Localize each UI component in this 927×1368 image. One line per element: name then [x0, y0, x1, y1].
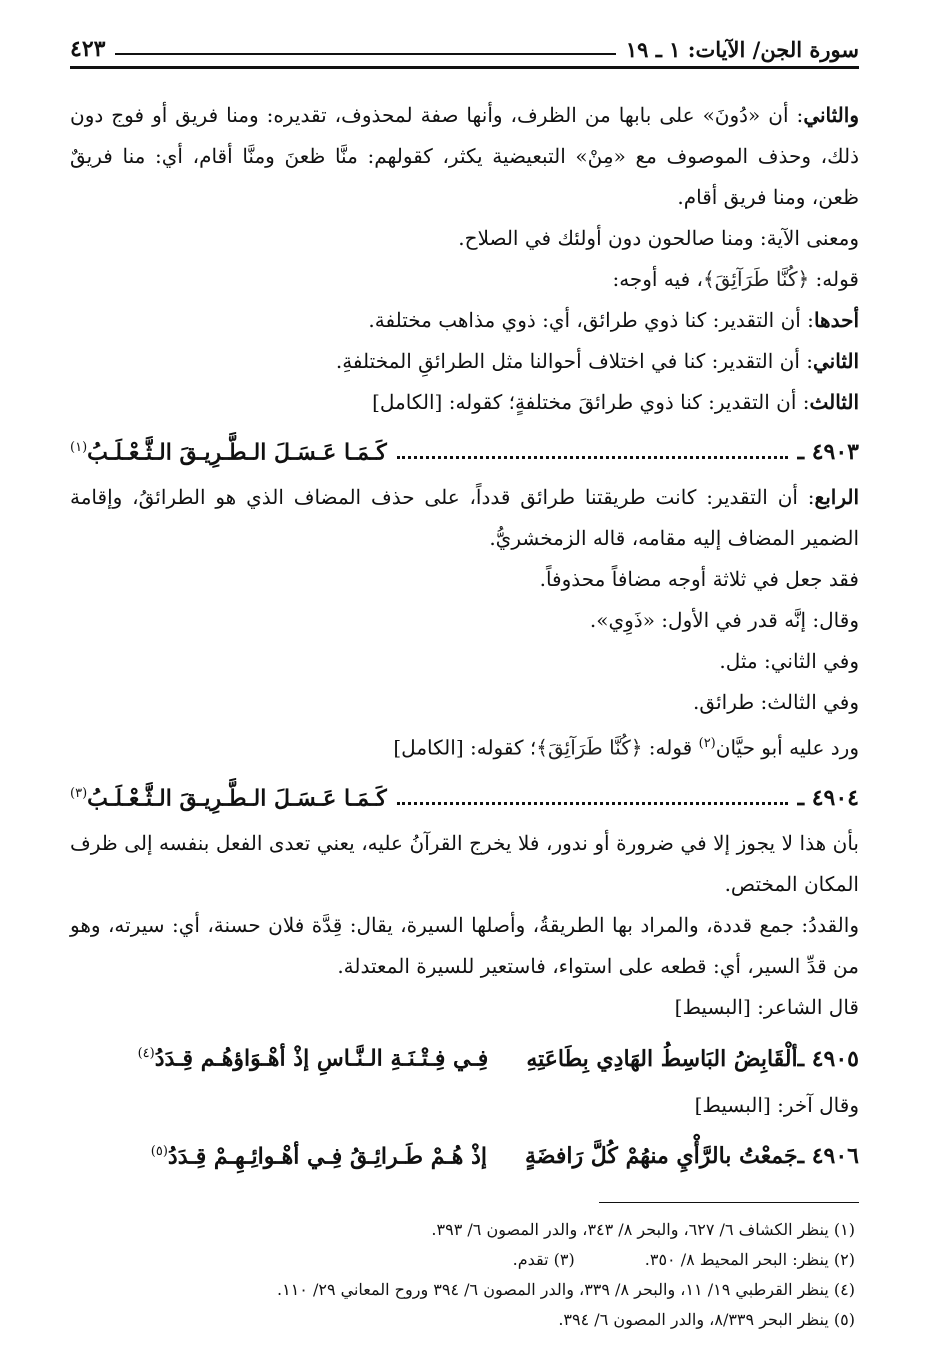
zamakhshari-line-4: وفي الثالث: طرائق.	[693, 690, 859, 715]
paragraph-text: : أن التقدير: كانت طريقتنا طرائق قدداً، على حذف المضاف الذي هو الطرائقُ، وإقامة الضمير المضاف إليه مقامه، قاله الزمخشريُّ.	[70, 485, 859, 551]
footnote-marker: (٥)	[150, 1143, 168, 1159]
zamakhshari-line-1: فقد جعل في ثلاثة أوجه مضافاً محذوفاً.	[539, 567, 859, 592]
hemistich-text: إذْ هُـمْ طَـرائِـقُ فِـي أهْـوائِـهِـمْ قِـدَدُ	[167, 1142, 487, 1169]
footnote-2-3	[70, 1245, 859, 1275]
footnote-marker: (٢)	[698, 736, 716, 752]
abu-hayyan-mid: قوله:	[642, 735, 699, 760]
aspect-lead: الثالث	[809, 390, 859, 414]
footnote-3: (٣) تقدم.	[512, 1249, 575, 1269]
footnotes	[70, 1215, 859, 1335]
footnote-separator	[599, 1202, 859, 1203]
verse-4903	[70, 423, 859, 477]
aspect-text: : أن التقدير: كنا في اختلاف أحوالنا مثل الطرائقِ المختلفةِ.	[335, 349, 813, 373]
qawluhu-line	[70, 259, 859, 300]
verse-first-hemistich: جَمعْتُ بالرَّأْيِ منهُمْ كُلَّ رَافضَةٍ	[524, 1142, 798, 1169]
verse-4906	[70, 1126, 859, 1182]
paragraph-text: : أن «دُونَ» على بابها من الظرف، وأنها صفة لمحذوف، تقديره: ومنا فريق أو فوج دون ذلك، وحذف الموصوف مع «مِنْ» التبعيضية يكثر، كقولهم: منَّا ظعنَ ومنَّا أقام، أي: منا فريقٌ ظعن، ومنا فريق أقام.	[70, 103, 859, 209]
verse-number: ٤٩٠٣ ـ	[797, 439, 859, 466]
header-underline	[70, 66, 859, 69]
hemistich-text: كَـمَـا عَـسَـلَ الـطَّـرِيـقَ الـثَّـعْـلَـبُ	[87, 439, 387, 466]
aspect-lead: الثاني	[812, 349, 859, 373]
abu-hayyan-suffix: ؛ كقوله: [الكامل]	[393, 735, 537, 760]
aspect-first	[70, 300, 859, 341]
verse-second-hemistich	[138, 1028, 489, 1084]
verse-4904	[70, 769, 859, 823]
hemistich-text: كَـمَـا عَـسَـلَ الـطَّـرِيـقَ الـثَّـعْـلَـبُ	[87, 785, 387, 812]
page-number: ٤٢٣	[70, 36, 106, 62]
aspect-lead: أحدها	[813, 308, 859, 332]
verse-number: ٤٩٠٦ ـ	[797, 1142, 859, 1169]
qawluhu-suffix: ، فيه أوجه:	[612, 267, 703, 291]
verse-first-hemistich: ألْقَابِضُ البَاسِطُ الهَادِي بِطَاعَتِهِ	[526, 1045, 798, 1072]
verse-number: ٤٩٠٥ ـ	[797, 1045, 859, 1072]
paragraph-fourth-view	[70, 477, 859, 559]
footnote-marker: (١)	[70, 440, 88, 455]
verse-dotted-gap	[397, 802, 788, 805]
poet-intro-2: وقال آخر: [البسيط]	[694, 1092, 859, 1117]
paragraph-second-view	[70, 95, 859, 218]
meaning-line: ومعنى الآية: ومنا صالحون دون أولئك في الصلاح.	[458, 226, 859, 250]
sura-title: سورة الجن/ الآيات: ١ ـ ١٩	[625, 37, 859, 62]
qawluhu-prefix: قوله:	[809, 267, 859, 291]
verse-number: ٤٩٠٤ ـ	[797, 785, 859, 812]
hemistich-text: فِـي فِـتْـنَـةِ الـنَّـاسِ إذْ أهْـوَاؤهُـم قِـدَدُ	[154, 1045, 489, 1072]
poet-intro-1: قال الشاعر: [البسيط]	[674, 995, 859, 1020]
quran-quote: ﴿كُنَّا طَرَآئِقَ﴾	[536, 735, 643, 760]
aspect-text: : أن التقدير: كنا ذوي طرائقَ مختلفةٍ؛ كقوله: [الكامل]	[372, 390, 810, 414]
quran-quote: ﴿كُنَّا طَرَآئِقَ﴾	[702, 267, 810, 291]
aspect-text: : أن التقدير: كنا ذوي طرائق، أي: ذوي مذاهب مختلفة.	[368, 308, 814, 332]
paragraph-lead: والثاني	[803, 103, 859, 127]
verse-4905	[70, 1028, 859, 1084]
verse-second-hemistich	[151, 1126, 487, 1182]
header-rule	[115, 53, 615, 55]
abu-hayyan-prefix: ورد عليه أبو حيَّان	[715, 735, 859, 760]
verse-hemistich	[70, 423, 387, 477]
running-header	[70, 28, 859, 62]
aspect-third	[70, 382, 859, 423]
page-body	[70, 95, 859, 1335]
paragraph-qidad: والقددُ: جمع قددة، والمراد بها الطريقةُ، وأصلها السيرة، يقال: قِدَّة فلان حسنة، أي: سيرته، وهو من قدِّ السير، أي: قطعه على استواء، فاستعير للسيرة المعتدلة.	[70, 913, 859, 979]
abu-hayyan-line	[70, 723, 859, 769]
footnote-2: (٢) ينظر: البحر المحيط ٨/ ٣٥٠.	[644, 1249, 855, 1269]
aspect-second	[70, 341, 859, 382]
verse-hemistich	[70, 769, 387, 823]
footnote-4: (٤) ينظر القرطبي ١٩/ ١١، والبحر ٨/ ٣٣٩، والدر المصون ٦/ ٣٩٤ وروح المعاني ٢٩/ ١١٠.	[277, 1279, 855, 1299]
footnote-marker: (٣)	[70, 785, 88, 801]
zamakhshari-line-3: وفي الثاني: مثل.	[719, 649, 859, 674]
footnote-5: (٥) ينظر البحر ٨/٣٣٩، والدر المصون ٦/ ٣٩٤.	[558, 1309, 855, 1329]
footnote-marker: (٤)	[137, 1046, 155, 1062]
verse-dotted-gap	[397, 456, 788, 459]
paragraph-lead: الرابع	[814, 485, 859, 510]
zamakhshari-line-2: وقال: إنَّه قدر في الأول: «ذَوِي».	[589, 608, 859, 633]
footnote-1: (١) ينظر الكشاف ٦/ ٦٢٧، والبحر ٨/ ٣٤٣، والدر المصون ٦/ ٣٩٣.	[431, 1219, 855, 1239]
paragraph-darura: بأن هذا لا يجوز إلا في ضرورة أو ندور، فلا يخرج القرآنُ عليه، يعني تعدى الفعل بنفسه إلى ظرف المكان المختص.	[70, 831, 859, 897]
